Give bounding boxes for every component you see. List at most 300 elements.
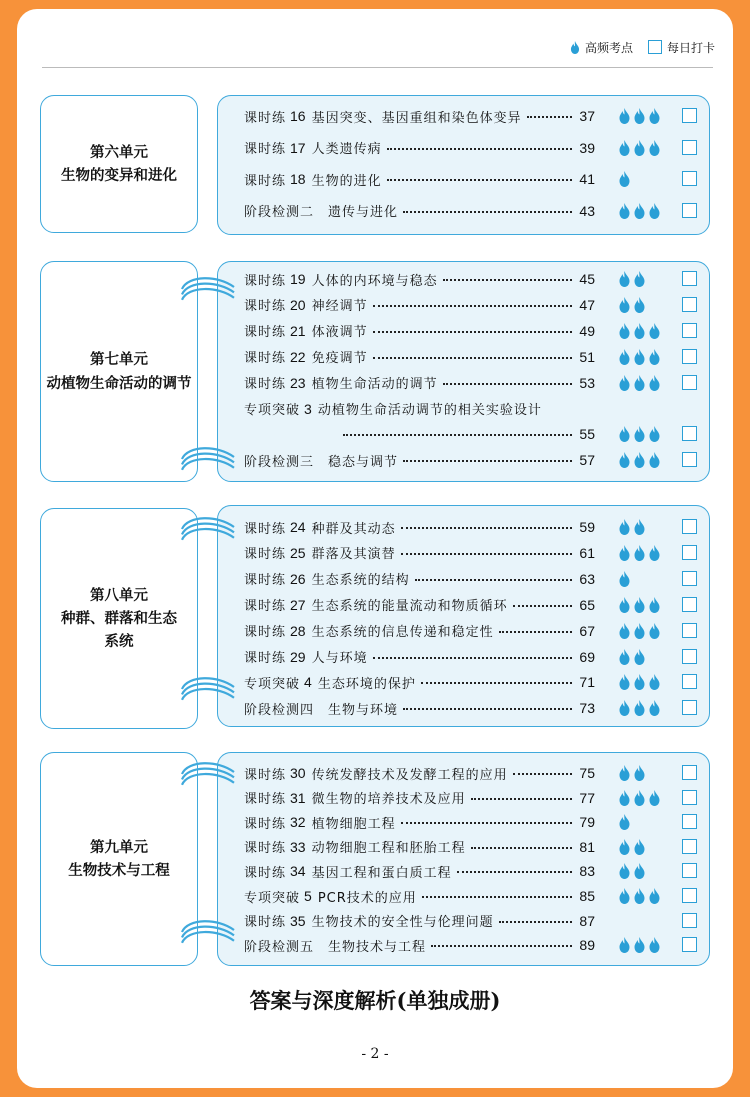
entry-label: 专项突破 [244,403,301,418]
entry-number: 17 [290,139,306,156]
leader-dots [343,428,572,436]
entry-number: 35 [290,912,306,929]
entry-page-number: 49 [579,322,595,339]
toc-entry [244,399,595,419]
daily-checkbox[interactable] [682,203,697,218]
entry-page-number: 75 [579,765,595,781]
toc-entry [244,373,595,393]
flame-icon [618,452,631,468]
frequency-flames [618,698,678,718]
flame-icon [633,203,646,219]
daily-checkbox[interactable] [682,426,697,441]
daily-checkbox[interactable] [682,171,697,186]
flame-icon [633,937,646,953]
entry-number: 34 [290,863,306,880]
entry-page-number: 85 [579,888,595,904]
binder-ring-icon [178,515,238,555]
toc-row[interactable] [218,911,709,931]
toc-row[interactable] [218,347,709,367]
flame-icon [633,790,646,806]
entry-number: 31 [290,789,306,806]
flame-icon [633,863,646,879]
toc-entry [244,672,595,692]
entry-topic: 人与环境 [311,651,368,666]
frequency-flames [618,569,678,589]
toc-row[interactable] [218,763,709,783]
entry-label: 课时练 [244,573,287,589]
flame-icon [648,140,661,156]
frequency-flames [618,543,678,563]
entry-label: 课时练 [244,547,287,563]
entry-label: 课时练 [244,651,287,666]
flame-icon [648,937,661,953]
entry-topic: 动物细胞工程和胚胎工程 [311,841,466,857]
flame-icon [648,597,661,613]
flame-icon [633,888,646,904]
entry-label: 阶段检测二 [244,205,315,220]
page-number: - 2 - [361,1046,389,1062]
entry-page-number: 43 [579,202,595,219]
flame-icon [618,649,631,665]
toc-row[interactable] [218,621,709,641]
leader-dots [373,299,572,307]
entry-number: 4 [304,674,312,691]
daily-checkbox[interactable] [682,700,697,715]
flame-icon [633,597,646,613]
entry-page-number: 45 [579,271,595,287]
daily-checkbox[interactable] [682,937,697,952]
header-divider [42,67,713,68]
entry-topic: 生态系统的能量流动和物质循环 [311,599,508,615]
entry-topic: 生物与环境 [328,702,399,718]
toc-entry [244,543,595,563]
toc-row[interactable] [218,106,709,126]
entry-topic: 生态环境的保护 [317,676,416,692]
entry-page-number: 55 [579,426,595,443]
toc-entry [244,647,595,667]
toc-row[interactable] [218,295,709,315]
entry-page-number: 41 [579,171,595,187]
entry-label: 课时练 [244,865,287,881]
binder-ring-icon [178,275,238,315]
leader-dots [422,890,572,898]
flame-icon [633,765,646,781]
daily-checkbox[interactable] [682,349,697,364]
entry-label: 课时练 [244,142,287,157]
toc-entry [244,347,595,367]
toc-row[interactable] [218,450,709,470]
flame-icon [633,649,646,665]
leader-dots [471,792,572,800]
daily-checkbox[interactable] [682,545,697,560]
toc-entry [244,886,595,906]
daily-checkbox[interactable] [682,108,697,123]
leader-dots [401,521,572,529]
unit-title-box [40,508,198,729]
entry-topic: 神经调节 [311,299,368,315]
toc-row[interactable] [218,812,709,832]
daily-checkbox[interactable] [682,913,697,928]
leader-dots [499,625,572,633]
unit-contents-panel [217,95,710,235]
daily-checkbox[interactable] [682,271,697,286]
entry-page-number: 69 [579,648,595,665]
flame-icon [648,375,661,391]
entry-number: 27 [290,596,306,613]
entry-page-number: 47 [579,296,595,313]
toc-row[interactable] [218,595,709,615]
entry-page-number: 39 [579,139,595,156]
flame-icon [648,674,661,690]
daily-checkbox[interactable] [682,674,697,689]
daily-checkbox[interactable] [682,839,697,854]
toc-entry [244,911,595,931]
entry-number: 24 [290,519,306,535]
toc-row[interactable] [218,373,709,393]
flame-icon [648,700,661,716]
entry-topic: 植物生命活动的调节 [311,377,438,393]
flame-icon [633,452,646,468]
leader-dots [457,865,572,873]
entry-topic: 传统发酵技术及发酵工程的应用 [311,767,508,783]
entry-label: 课时练 [244,299,287,315]
toc-row[interactable] [218,698,709,718]
unit-title: 第七单元 动植物生命活动的调节 [46,351,192,392]
entry-number: 18 [290,171,306,187]
frequency-flames [618,138,678,158]
frequency-flames [618,647,678,667]
entry-number: 21 [290,322,306,339]
daily-checkbox[interactable] [682,863,697,878]
daily-checkbox[interactable] [682,375,697,390]
toc-row[interactable] [218,935,709,955]
toc-entry [338,424,595,444]
entry-number: 28 [290,622,306,639]
toc-entry [244,450,595,470]
entry-topic: 基因突变、基因重组和染色体变异 [311,110,522,126]
entry-topic: 种群及其动态 [311,521,396,537]
leader-dots [415,573,572,581]
flame-icon [618,349,631,365]
entry-label: 课时练 [244,110,287,126]
flame-icon [648,108,661,124]
entry-page-number: 51 [579,348,595,365]
legend-hot-label: 高频考点 [584,40,633,55]
frequency-flames [618,450,678,470]
flame-icon [633,375,646,391]
toc-entry [244,595,595,615]
daily-checkbox[interactable] [682,297,697,312]
toc-entry [244,861,595,881]
toc-row[interactable] [218,543,709,563]
entry-number: 3 [304,400,312,417]
flame-icon [618,323,631,339]
toc-row[interactable] [218,672,709,692]
unit-title: 第六单元 生物的变异和进化 [61,143,177,184]
toc-row[interactable] [218,517,709,537]
frequency-flames [618,812,678,832]
entry-topic: 基因工程和蛋白质工程 [311,865,452,881]
entry-page-number: 71 [579,674,595,691]
entry-topic: 微生物的培养技术及应用 [311,792,466,808]
unit-contents-panel [217,261,710,482]
toc-entry [244,321,595,341]
binder-ring-icon [178,445,238,485]
entry-label: 课时练 [244,351,287,367]
entry-label: 课时练 [244,173,287,189]
leader-dots [513,599,572,607]
flame-icon [618,623,631,639]
toc-entry [244,837,595,857]
entry-number: 19 [290,271,306,287]
flame-icon [633,839,646,855]
entry-topic: 人类遗传病 [311,142,382,157]
unit-title: 第九单元 生物技术与工程 [68,838,170,879]
toc-entry [244,269,595,289]
binder-rings [178,445,238,485]
toc-row[interactable] [218,169,709,189]
leader-dots [401,816,572,824]
entry-topic: 生物的进化 [311,173,382,189]
entry-number: 29 [290,648,306,665]
leader-dots [387,142,572,150]
entry-number: 5 [304,888,312,904]
daily-checkbox[interactable] [682,649,697,664]
leader-dots [443,273,572,281]
toc-entry [244,295,595,315]
frequency-flames [618,861,678,881]
answer-title: 答案与深度解析(单独成册) [249,988,501,1013]
binder-rings [178,918,238,958]
entry-topic: 群落及其演替 [311,547,396,563]
toc-row[interactable] [218,138,709,158]
entry-topic: 动植物生命活动调节的相关实验设计 [317,403,542,418]
entry-label: 阶段检测三 [244,454,315,470]
frequency-flames [618,935,678,955]
toc-entry [244,621,595,641]
unit-title-box [40,95,198,233]
flame-icon [618,863,631,879]
daily-checkbox[interactable] [682,888,697,903]
unit-contents-panel [217,505,710,727]
entry-label: 课时练 [244,377,287,393]
entry-label: 专项突破 [244,890,301,906]
entry-label: 课时练 [244,325,287,341]
entry-topic: 免疫调节 [311,351,368,367]
entry-topic: 生态系统的结构 [311,573,410,589]
toc-entry [244,935,595,955]
toc-entry [244,763,595,783]
frequency-flames [618,201,678,221]
binder-rings [178,675,238,715]
frequency-flames [618,672,678,692]
flame-icon [618,937,631,953]
daily-checkbox[interactable] [682,790,697,805]
leader-dots [471,841,572,849]
entry-topic: 生物技术的安全性与伦理问题 [311,915,494,931]
binder-rings [178,515,238,555]
flame-icon [618,674,631,690]
daily-checkbox[interactable] [682,140,697,155]
toc-row[interactable] [218,861,709,881]
leader-dots [387,173,572,181]
flame-icon [648,545,661,561]
entry-number: 23 [290,374,306,391]
flame-icon [618,519,631,535]
toc-row[interactable] [218,269,709,289]
leader-dots [499,915,572,923]
entry-topic: 生态系统的信息传递和稳定性 [311,625,494,641]
flame-icon [633,349,646,365]
toc-entry [244,517,595,537]
frequency-flames [618,169,678,189]
toc-row[interactable] [218,399,709,419]
binder-rings [178,760,238,800]
entry-page-number: 67 [579,622,595,639]
toc-row[interactable] [218,424,709,444]
entry-page-number: 53 [579,374,595,391]
flame-icon [618,203,631,219]
frequency-flames [618,424,678,444]
binder-ring-icon [178,760,238,800]
legend [570,37,715,57]
entry-topic: 人体的内环境与稳态 [311,273,438,289]
flame-icon [618,888,631,904]
toc-entry [244,201,595,221]
daily-checkbox[interactable] [682,323,697,338]
daily-checkbox[interactable] [682,571,697,586]
toc-row[interactable] [218,788,709,808]
flame-icon [648,349,661,365]
daily-checkbox[interactable] [682,597,697,612]
toc-row[interactable] [218,886,709,906]
entry-label: 阶段检测五 [244,939,315,955]
frequency-flames [618,621,678,641]
leader-dots [401,547,572,555]
flame-icon [618,765,631,781]
flame-icon [618,108,631,124]
entry-label: 阶段检测四 [244,702,315,718]
entry-page-number: 73 [579,700,595,717]
frequency-flames [618,886,678,906]
toc-entry [244,788,595,808]
toc-entry [244,138,595,158]
toc-row[interactable] [218,837,709,857]
entry-topic: 植物细胞工程 [311,816,396,832]
leader-dots [403,702,572,710]
flame-icon [618,545,631,561]
flame-icon [618,171,631,187]
entry-page-number: 81 [579,838,595,855]
entry-label: 课时练 [244,841,287,857]
flame-icon [633,623,646,639]
daily-checkbox[interactable] [682,452,697,467]
flame-icon [648,888,661,904]
flame-icon [633,700,646,716]
entry-number: 33 [290,838,306,855]
flame-icon [618,375,631,391]
frequency-flames [618,517,678,537]
unit-title-box [40,261,198,482]
flame-icon [633,108,646,124]
flame-icon [618,271,631,287]
entry-topic: 遗传与进化 [328,205,399,220]
leader-dots [403,205,572,213]
frequency-flames [618,837,678,857]
flame-icon [648,452,661,468]
entry-topic: 体液调节 [311,325,368,341]
entry-page-number: 83 [579,863,595,880]
toc-row[interactable] [218,647,709,667]
leader-dots [513,767,572,775]
daily-checkbox[interactable] [682,814,697,829]
flame-icon [618,700,631,716]
entry-number: 22 [290,348,306,365]
toc-entry [244,169,595,189]
frequency-flames [618,373,678,393]
entry-label: 课时练 [244,816,287,832]
flame-icon [633,271,646,287]
flame-icon [618,597,631,613]
frequency-flames [618,106,678,126]
toc-row[interactable] [218,569,709,589]
flame-icon [648,623,661,639]
daily-checkbox[interactable] [682,765,697,780]
binder-ring-icon [178,918,238,958]
flame-icon [648,323,661,339]
entry-page-number: 65 [579,596,595,613]
entry-topic: 稳态与调节 [328,454,399,470]
entry-label: 课时练 [244,599,287,615]
entry-number: 32 [290,814,306,831]
unit-title-box [40,752,198,966]
toc-entry [244,569,595,589]
entry-page-number: 77 [579,789,595,806]
toc-row[interactable] [218,201,709,221]
leader-dots [373,651,572,659]
entry-topic: 生物技术与工程 [328,939,427,955]
flame-icon [618,814,631,830]
entry-label: 课时练 [244,767,287,783]
leader-dots [373,325,572,333]
legend-daily-label: 每日打卡 [666,40,715,55]
entry-label: 课时练 [244,273,287,289]
binder-ring-icon [178,675,238,715]
flame-icon [633,323,646,339]
flame-icon [633,674,646,690]
frequency-flames [618,763,678,783]
daily-checkbox[interactable] [682,519,697,534]
flame-icon [648,203,661,219]
leader-dots [431,939,572,947]
daily-checkbox[interactable] [682,623,697,638]
entry-topic: PCR技术的应用 [317,890,417,906]
flame-icon [570,41,580,54]
entry-number: 16 [290,108,306,124]
frequency-flames [618,321,678,341]
flame-icon [633,297,646,313]
entry-number: 25 [290,544,306,561]
entry-number: 30 [290,765,306,781]
entry-label: 课时练 [244,915,287,931]
toc-entry [244,106,595,126]
toc-row[interactable] [218,321,709,341]
leader-dots [443,377,572,385]
flame-icon [618,140,631,156]
leader-dots [421,676,572,684]
flame-icon [633,140,646,156]
flame-icon [633,519,646,535]
